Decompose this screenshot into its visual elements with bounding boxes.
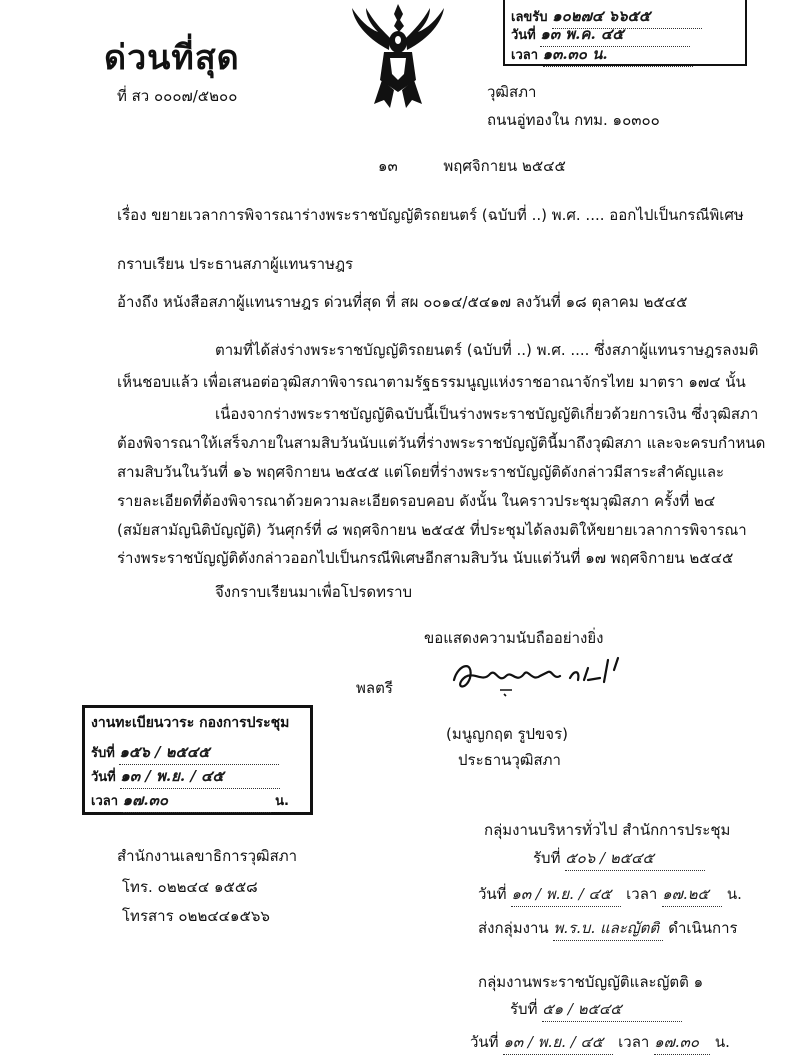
- stamp-label: รับที่: [510, 1000, 538, 1018]
- date-month-year: พฤศจิกายน ๒๕๔๕: [443, 157, 566, 175]
- stamp-label: วันที่: [470, 1033, 499, 1051]
- stamp-time-label: เวลา: [618, 1033, 650, 1051]
- document-date: [378, 154, 566, 178]
- stamp-header: กลุ่มงานพระราชบัญญัติและญัตติ ๑: [478, 973, 704, 991]
- body-line: ต้องพิจารณาให้เสร็จภายในสามสิบวันนับแต่วันที่ร่างพระราชบัญญัตินี้มาถึงวุฒิสภา และจะครบกำหนด: [117, 434, 766, 452]
- registration-stamp: [82, 705, 313, 815]
- body-line: รายละเอียดที่ต้องพิจารณาด้วยความละเอียดรอบคอบ ดังนั้น ในคราวประชุมวุฒิสภา ครั้งที่ ๒๔: [117, 492, 716, 510]
- signer-rank: พลตรี: [356, 679, 393, 697]
- body-line: (สมัยสามัญนิติบัญญัติ) วันศุกร์ที่ ๘ พฤศจิกายน ๒๕๔๕ ที่ประชุมได้ลงมติให้ขยายเวลาการพิจารณา: [117, 521, 747, 539]
- footer-tel: โทร. ๐๒๒๔๔ ๑๕๕๘: [122, 878, 258, 896]
- stamp-label: วันที่: [91, 770, 116, 785]
- stamp-header: งานทะเบียนวาระ กองการประชุม: [91, 715, 290, 731]
- body-line: เห็นชอบแล้ว เพื่อเสนอต่อวุฒิสภาพิจารณาตามรัฐธรรมนูญแห่งราชอาณาจักรไทย มาตรา ๑๗๔ นั้น: [117, 373, 746, 391]
- date-day: ๑๓: [378, 157, 398, 175]
- stamp-handwritten: ๑๐๒๗๔ ๖๖๕๕: [552, 4, 702, 29]
- stamp-label: รับที่: [533, 849, 561, 867]
- reference-number: ที่ สว ๐๐๐๗/๕๒๐๐: [117, 87, 238, 105]
- salutation: กราบเรียน ประธานสภาผู้แทนราษฎร: [117, 255, 354, 273]
- closing: ขอแสดงความนับถืออย่างยิ่ง: [424, 629, 604, 647]
- stamp-label: เลขรับ: [511, 10, 548, 25]
- body-line: เนื่องจากร่างพระราชบัญญัติฉบับนี้เป็นร่างพระราชบัญญัติเกี่ยวด้วยการเงิน ซึ่งวุฒิสภา: [215, 405, 759, 423]
- stamp-label: เวลา: [91, 794, 119, 809]
- stamp-header: กลุ่มงานบริหารทั่วไป สำนักการประชุม: [484, 821, 731, 839]
- handwritten-signature: [448, 650, 638, 700]
- stamp-handwritten: ๑๗.๓๐: [654, 1030, 710, 1055]
- body-line: ร่างพระราชบัญญัติดังกล่าวออกไปเป็นกรณีพิเศษอีกสามสิบวัน นับแต่วันที่ ๑๗ พฤศจิกายน ๒๕๔๕: [117, 549, 734, 567]
- stamp-label: วันที่: [511, 28, 536, 43]
- signer-name: (มนูญกฤต รูปขจร): [446, 725, 568, 743]
- sender-org: วุฒิสภา: [487, 83, 537, 101]
- stamp-label: ส่งกลุ่มงาน: [478, 919, 549, 937]
- general-admin-stamp: [478, 818, 778, 948]
- stamp-handwritten: ๑๗.๓๐: [123, 788, 271, 813]
- bill-motion-stamp: [470, 970, 778, 1057]
- stamp-suffix: น.: [714, 1033, 730, 1051]
- stamp-handwritten: พ.ร.บ. และญัตติ: [553, 916, 663, 941]
- garuda-emblem: [346, 0, 451, 110]
- top-received-stamp: [503, 0, 747, 66]
- stamp-handwritten: ๑๓ / พ.ย. / ๔๕: [503, 1030, 613, 1055]
- stamp-handwritten: ๑๕๖ / ๒๕๔๕: [119, 740, 279, 765]
- body-line: จึงกราบเรียนมาเพื่อโปรดทราบ: [215, 583, 413, 601]
- stamp-suffix: น.: [275, 794, 289, 809]
- stamp-label: เวลา: [511, 48, 539, 63]
- stamp-label: รับที่: [91, 746, 115, 761]
- footer-fax: โทรสาร ๐๒๒๔๔๑๕๖๖: [122, 907, 270, 925]
- stamp-handwritten: ๑๗.๒๕: [662, 882, 722, 907]
- body-line: สามสิบวันในวันที่ ๑๖ พฤศจิกายน ๒๕๔๕ แต่โดยที่ร่างพระราชบัญญัติดังกล่าวมีสาระสำคัญและ: [117, 463, 725, 481]
- stamp-handwritten: ๕๐๖ / ๒๕๔๕: [565, 846, 705, 871]
- stamp-suffix: น.: [726, 885, 742, 903]
- sender-address: ถนนอู่ทองใน กทม. ๑๐๓๐๐: [487, 111, 660, 129]
- urgency-mark: ด่วนที่สุด: [104, 38, 240, 78]
- stamp-handwritten: ๑๓ / พ.ย. / ๔๕: [511, 882, 621, 907]
- stamp-suffix: ดำเนินการ: [668, 919, 738, 937]
- subject-line: เรื่อง ขยายเวลาการพิจารณาร่างพระราชบัญญัติรถยนตร์ (ฉบับที่ ..) พ.ศ. .... ออกไปเป็นกรณีพิเศษ: [117, 206, 744, 224]
- stamp-label: วันที่: [478, 885, 507, 903]
- stamp-handwritten: ๑๓.๓๐ น.: [543, 42, 693, 67]
- stamp-time-label: เวลา: [626, 885, 658, 903]
- stamp-handwritten: ๕๑ / ๒๕๔๕: [542, 997, 682, 1022]
- signer-title: ประธานวุฒิสภา: [458, 751, 561, 769]
- stamp-handwritten: ๑๓ / พ.ย. / ๔๕: [120, 764, 280, 789]
- body-line: ตามที่ได้ส่งร่างพระราชบัญญัติรถยนตร์ (ฉบับที่ ..) พ.ศ. .... ซึ่งสภาผู้แทนราษฎรลงมติ: [215, 341, 759, 359]
- reference-line: อ้างถึง หนังสือสภาผู้แทนราษฎร ด่วนที่สุด ที่ สผ ๐๐๑๔/๕๔๑๗ ลงวันที่ ๑๘ ตุลาคม ๒๕๔๕: [117, 293, 688, 311]
- footer-office: สำนักงานเลขาธิการวุฒิสภา: [117, 847, 298, 865]
- stamp-handwritten: ๑๓ พ.ค. ๔๕: [540, 22, 690, 47]
